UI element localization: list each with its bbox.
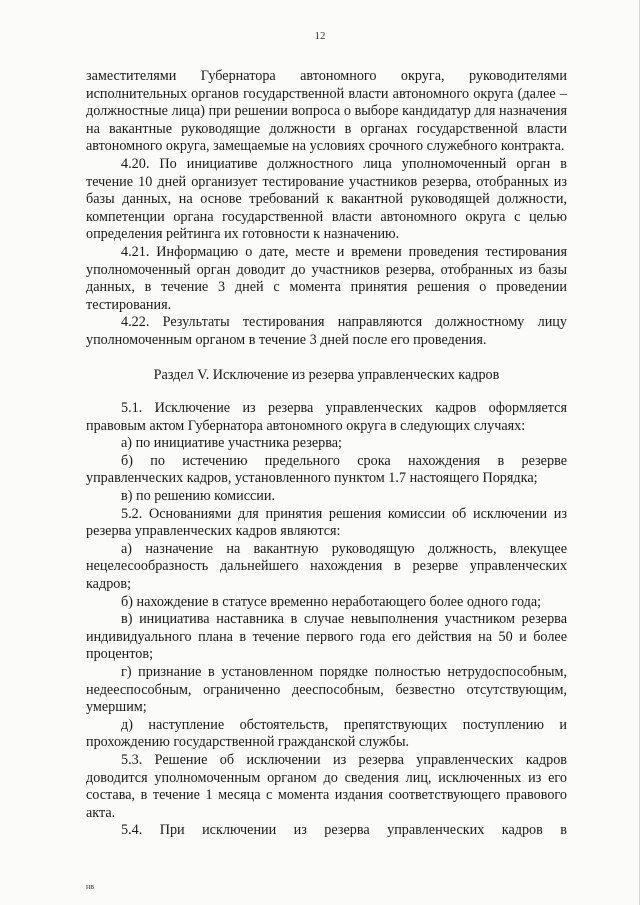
paragraph-p4-20: 4.20. По инициативе должностного лица уполномоченный орган в течение 10 дней организует тестирование участников резерва, отобранных из базы данных, на основе требований к вакантной руководящей должности, компетенции органа государственной власти автономного округа с целью определения рейтинга их готовности к назначению. xyxy=(86,155,567,243)
paragraph-p5-1: 5.1. Исключение из резерва управленческих кадров оформляется правовым актом Губернатора автономного округа в следующих случаях: xyxy=(86,400,567,434)
paragraph-p4-22: 4.22. Результаты тестирования направляются должностному лицу уполномоченным органом в течение 3 дней после его проведения. xyxy=(86,314,567,348)
paragraph-p5-1a: а) по инициативе участника резерва; xyxy=(121,435,342,452)
paragraph-p5-2c: в) инициатива наставника в случае невыполнения участником резерва индивидуального плана в течение первого года его действия на 50 и более процентов; xyxy=(86,611,567,663)
paragraph-p5-3: 5.3. Решение об исключении из резерва управленческих кадров доводится уполномоченным органом до сведения лиц, исключенных из его состава, в течение 1 месяца с момента издания соответствующего правового акта. xyxy=(86,751,567,821)
paragraph-p5-1c: в) по решению комиссии. xyxy=(121,488,276,505)
footer-initials: нв xyxy=(86,882,95,891)
paragraphs-before-section xyxy=(86,68,567,350)
paragraph-p5-2d: г) признание в установленном порядке полностью нетрудоспособным, недееспособным, ограниченно дееспособным, безвестно отсутствующим, умершим; xyxy=(86,664,567,716)
paragraph-p5-4: 5.4. При исключении из резерва управленческих кадров в xyxy=(121,822,567,839)
page-number: 12 xyxy=(314,30,326,42)
paragraph-p5-2e: д) наступление обстоятельств, препятствующих поступлению и прохождению государственной гражданской службы. xyxy=(86,716,567,751)
paragraph-p5-2: 5.2. Основаниями для принятия решения комиссии об исключении из резерва управленческих кадров являются: xyxy=(86,505,567,540)
paragraph-p5-1b: б) по истечению предельного срока нахождения в резерве управленческих кадров, установленного пунктом 1.7 настоящего Порядка; xyxy=(86,452,567,487)
paragraph-cont: заместителями Губернатора автономного округа, руководителями исполнительных органов государственной власти автономного округа (далее – должностные лица) при решении вопроса о выборе кандидатур для назначения на вакантные руководящие должности в органах государственной власти автономного округа, замещаемые на условиях срочного служебного контракта. xyxy=(86,68,567,155)
document-body xyxy=(86,68,567,840)
paragraph-p5-2a: а) назначение на вакантную руководящую должность, влекущее нецелесообразность дальнейшего нахождения в резерве управленческих кадров; xyxy=(86,540,567,593)
paragraph-p4-21: 4.21. Информацию о дате, месте и времени проведения тестирования уполномоченный орган доводит до участников резерва, отобранных из базы данных, в течение 3 дней с момента принятия решения о проведении тестирования. xyxy=(86,243,567,313)
paragraph-p5-2b: б) нахождение в статусе временно неработающего более одного года; xyxy=(121,593,542,610)
section-title: Раздел V. Исключение из резерва управленческих кадров xyxy=(153,366,500,383)
paragraphs-after-section xyxy=(86,400,567,840)
